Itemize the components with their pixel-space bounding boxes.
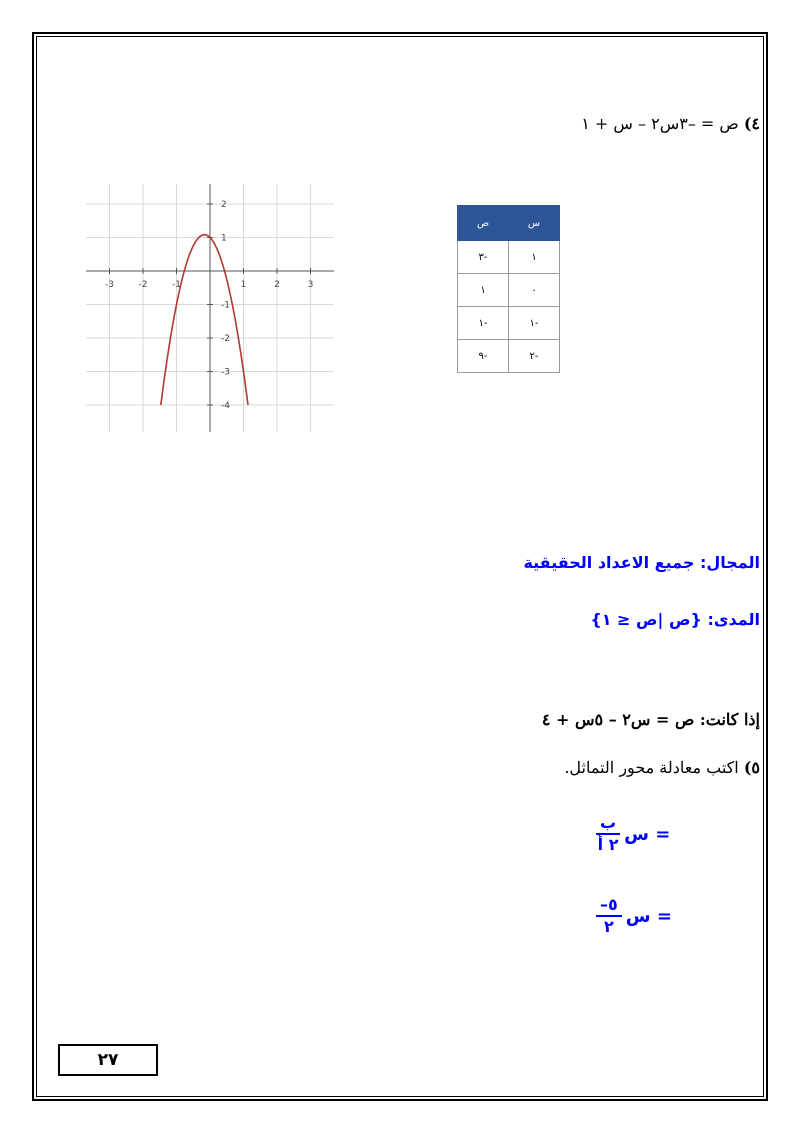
axis-formula-substituted <box>596 895 672 937</box>
table-cell: ١ <box>509 241 560 274</box>
range-label: المدى: <box>707 610 760 629</box>
y-tick-label: -4 <box>221 401 230 411</box>
problem-4 <box>581 114 760 133</box>
y-tick-label: -1 <box>221 300 230 311</box>
table-cell: ٣- <box>458 241 509 274</box>
problem-5-label: ٥) <box>743 758 760 777</box>
fraction-numerator: ب <box>596 813 620 835</box>
fraction-denominator: ٢ أ <box>597 835 619 854</box>
x-tick-label: 2 <box>274 280 280 290</box>
table-cell: ١- <box>458 307 509 340</box>
domain-answer: المجال: جميع الاعداد الحقيقية <box>523 553 760 572</box>
parabola-curve <box>161 235 248 405</box>
formula-lhs: س = <box>624 823 671 845</box>
graph-tick-labels <box>105 200 313 411</box>
y-tick-label: -3 <box>221 367 230 378</box>
axis-formula-general <box>596 813 670 855</box>
table-row <box>458 340 560 373</box>
graph-axes <box>86 184 334 432</box>
y-tick-label: 2 <box>221 200 227 210</box>
fraction-denominator: ٢ <box>604 917 614 936</box>
formula-fraction <box>596 895 622 937</box>
x-tick-label: -3 <box>105 280 114 290</box>
formula-fraction <box>596 813 620 855</box>
problem-5-text: اكتب معادلة محور التماثل. <box>564 758 739 777</box>
table-header-x: س <box>509 206 560 241</box>
problem-4-label: ٤) <box>743 114 760 133</box>
x-tick-label: -1 <box>172 280 181 290</box>
table-header-y: ص <box>458 206 509 241</box>
x-tick-label: -2 <box>138 280 148 290</box>
values-table <box>457 205 560 373</box>
table-cell: ١ <box>458 274 509 307</box>
table-cell: ١- <box>509 307 560 340</box>
y-tick-label: -2 <box>221 334 230 344</box>
formula-lhs: س = <box>625 905 672 927</box>
y-tick-label: 1 <box>221 233 227 244</box>
page-number: ٢٧ <box>58 1044 158 1076</box>
x-tick-label: 1 <box>240 280 247 290</box>
table-cell: ٠ <box>509 274 560 307</box>
table-row <box>458 241 560 274</box>
table-row <box>458 307 560 340</box>
problem-4-equation: ص = –٣س٢ – س + ١ <box>581 114 739 133</box>
table-cell: ٢- <box>509 340 560 373</box>
table-row <box>458 274 560 307</box>
problem-5 <box>564 758 760 777</box>
given-equation: إذا كانت: ص = س٢ – ٥س + ٤ <box>541 710 760 729</box>
range-answer <box>590 610 760 629</box>
x-tick-label: 3 <box>307 280 314 290</box>
parabola-graph <box>86 184 336 434</box>
fraction-numerator: –٥ <box>596 895 622 917</box>
range-set: {ص |ص ≤ ١} <box>590 610 702 629</box>
table-cell: ٩- <box>458 340 509 373</box>
